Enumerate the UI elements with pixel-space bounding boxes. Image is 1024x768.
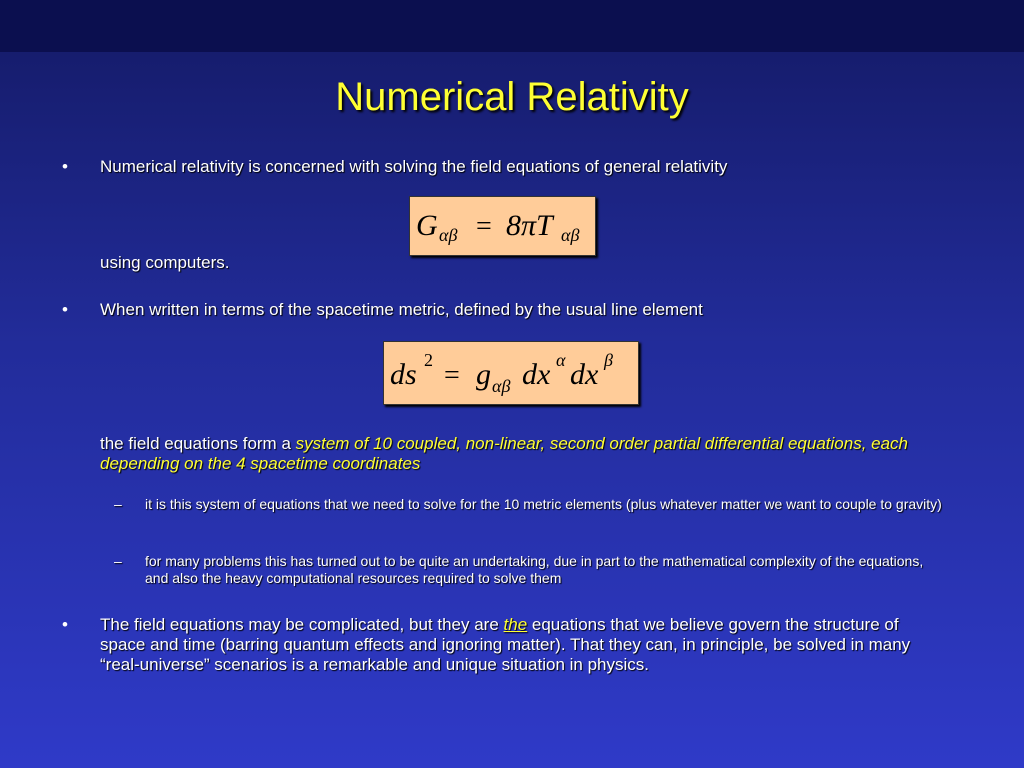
- line-element-equation-box: [383, 341, 639, 405]
- line-element-equation: [384, 342, 638, 404]
- slide-title: Numerical Relativity: [335, 75, 689, 119]
- bullet-marker: •: [62, 300, 68, 319]
- eq1-rhs: 8πT: [506, 209, 553, 242]
- eq2-g: g: [476, 358, 491, 391]
- bullet-3-after: equations that we believe govern the structure of space and time (barring quantum effects and ignoring matter). That they can, in principle, be solved in many “real-universe” scenarios is a remarkable and unique situation in physics.: [100, 615, 911, 674]
- top-band: [0, 0, 1024, 52]
- einstein-equation: [410, 197, 595, 255]
- eq1-equals: =: [476, 211, 492, 242]
- sub-bullet-marker: –: [114, 553, 122, 569]
- sub-bullet-1-text: it is this system of equations that we need to solve for the 10 metric elements (plus whatever matter we want to couple to gravity): [145, 496, 942, 512]
- eq1-T-subscript: αβ: [561, 225, 580, 245]
- sub-bullet-marker: –: [114, 496, 122, 512]
- eq1-G: G: [416, 209, 438, 242]
- eq2-dx-2: dx: [570, 358, 599, 391]
- bullet-3-emphasis: the: [503, 615, 528, 634]
- bullet-1-continuation: using computers.: [100, 253, 230, 272]
- bullet-2-text: When written in terms of the spacetime metric, defined by the usual line element: [100, 300, 703, 319]
- eq2-dx-2-superscript: β: [604, 350, 613, 370]
- eq2-dx-1: dx: [522, 358, 551, 391]
- sub-bullet-2-text: for many problems this has turned out to be quite an undertaking, due in part to the mathematical complexity of the equations, and also the heavy computational resources required to solve them: [145, 553, 924, 586]
- bullet-marker: •: [62, 615, 68, 634]
- bullet-marker: •: [62, 157, 68, 176]
- eq2-ds: ds: [390, 358, 417, 391]
- eq2-g-subscript: αβ: [492, 376, 511, 396]
- eq2-ds-superscript: 2: [424, 350, 433, 370]
- eq1-G-subscript: αβ: [439, 225, 458, 245]
- bullet-3-before: The field equations may be complicated, but they are: [100, 615, 504, 634]
- bullet-2-continuation-emphasis: system of 10 coupled, non-linear, second order partial differential equations, each depending on the 4 spacetime coordinates: [100, 434, 908, 473]
- bullet-3-text: [100, 615, 945, 675]
- eq2-dx-1-superscript: α: [556, 350, 566, 370]
- bullet-1-text: Numerical relativity is concerned with solving the field equations of general relativity: [100, 157, 728, 176]
- einstein-equation-box: [409, 196, 596, 256]
- eq2-equals: =: [444, 360, 460, 391]
- bullet-2-continuation-plain: the field equations form a: [100, 434, 296, 453]
- bullet-2-continuation: [100, 434, 930, 474]
